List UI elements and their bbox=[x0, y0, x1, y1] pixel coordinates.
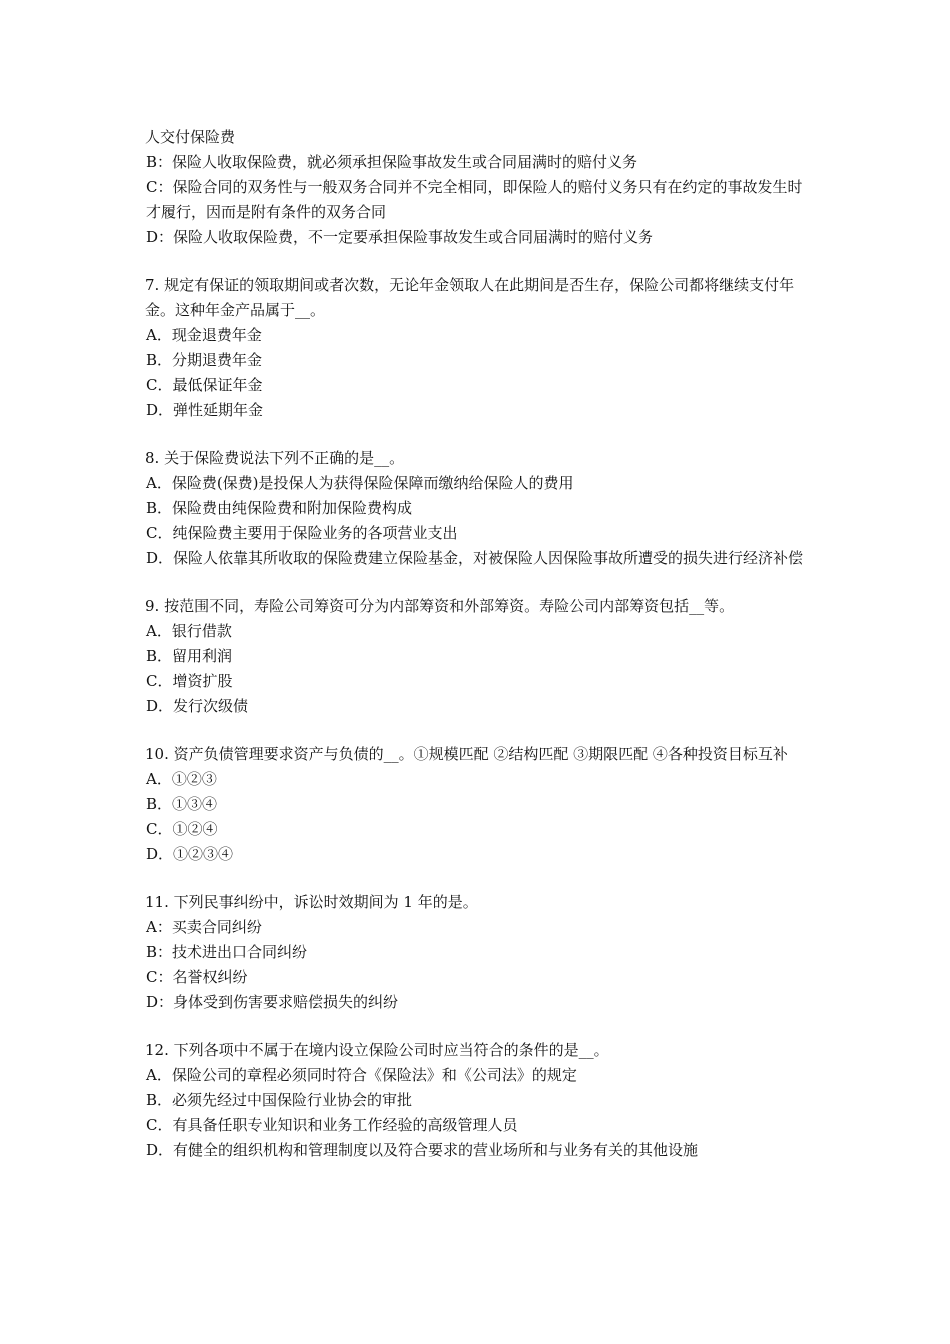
document-body bbox=[145, 125, 810, 1163]
spacer bbox=[145, 423, 810, 446]
spacer bbox=[145, 571, 810, 594]
question-7 bbox=[145, 273, 810, 423]
option-b: B．必须先经过中国保险行业协会的审批 bbox=[146, 1091, 413, 1109]
spacer bbox=[145, 1015, 810, 1038]
question-9 bbox=[145, 594, 810, 719]
question-stem-continuation: 人交付保险费 bbox=[145, 128, 236, 146]
question-11 bbox=[145, 890, 810, 1015]
question-stem: 9. 按范围不同，寿险公司筹资可分为内部筹资和外部筹资。寿险公司内部筹资包括__等。 bbox=[145, 597, 735, 615]
option-d: D：保险人收取保险费，不一定要承担保险事故发生或合同届满时的赔付义务 bbox=[146, 228, 654, 246]
question-12 bbox=[145, 1038, 810, 1163]
option-a: A．银行借款 bbox=[146, 622, 232, 640]
question-stem: 8. 关于保险费说法下列不正确的是__。 bbox=[145, 449, 405, 467]
spacer bbox=[145, 719, 810, 742]
option-b: B．留用利润 bbox=[146, 647, 233, 665]
option-d: D．①②③④ bbox=[146, 845, 234, 863]
option-d: D．弹性延期年金 bbox=[146, 401, 264, 419]
option-b: B：保险人收取保险费，就必须承担保险事故发生或合同届满时的赔付义务 bbox=[146, 153, 638, 171]
option-c: C．增资扩股 bbox=[146, 672, 233, 690]
option-d: D．有健全的组织机构和管理制度以及符合要求的营业场所和与业务有关的其他设施 bbox=[146, 1141, 699, 1159]
option-a: A．保险公司的章程必须同时符合《保险法》和《公司法》的规定 bbox=[146, 1066, 577, 1084]
option-b: B．①③④ bbox=[146, 795, 218, 813]
question-stem: 12. 下列各项中不属于在境内设立保险公司时应当符合的条件的是__。 bbox=[145, 1041, 609, 1059]
question-10 bbox=[145, 742, 810, 867]
question-stem: 11. 下列民事纠纷中，诉讼时效期间为 1 年的是。 bbox=[145, 893, 478, 911]
option-c: C．最低保证年金 bbox=[146, 376, 263, 394]
question-8 bbox=[145, 446, 810, 571]
spacer bbox=[145, 867, 810, 890]
option-b: B：技术进出口合同纠纷 bbox=[146, 943, 308, 961]
option-d: D．保险人依靠其所收取的保险费建立保险基金，对被保险人因保险事故所遭受的损失进行经济补偿 bbox=[146, 549, 804, 567]
option-c: C：保险合同的双务性与一般双务合同并不完全相同，即保险人的赔付义务只有在约定的事故发生时才履行，因而是附有条件的双务合同 bbox=[146, 178, 803, 221]
option-d: D：身体受到伤害要求赔偿损失的纠纷 bbox=[146, 993, 399, 1011]
option-c: C．有具备任职专业知识和业务工作经验的高级管理人员 bbox=[146, 1116, 518, 1134]
question-stem: 10. 资产负债管理要求资产与负债的__。①规模匹配 ②结构匹配 ③期限匹配 ④各种投资目标互补 bbox=[145, 745, 788, 763]
option-d: D．发行次级债 bbox=[146, 697, 249, 715]
option-a: A．保险费(保费)是投保人为获得保险保障而缴纳给保险人的费用 bbox=[146, 474, 574, 492]
option-c: C：名誉权纠纷 bbox=[146, 968, 248, 986]
option-b: B．分期退费年金 bbox=[146, 351, 263, 369]
question-stem: 7. 规定有保证的领取期间或者次数，无论年金领取人在此期间是否生存，保险公司都将继续支付年金。这种年金产品属于__。 bbox=[145, 276, 795, 319]
option-b: B．保险费由纯保险费和附加保险费构成 bbox=[146, 499, 413, 517]
option-a: A．现金退费年金 bbox=[146, 326, 262, 344]
option-c: C．①②④ bbox=[146, 820, 218, 838]
spacer bbox=[145, 250, 810, 273]
option-a: A：买卖合同纠纷 bbox=[146, 918, 262, 936]
previous-question-tail bbox=[145, 125, 810, 250]
option-c: C．纯保险费主要用于保险业务的各项营业支出 bbox=[146, 524, 458, 542]
option-a: A．①②③ bbox=[146, 770, 217, 788]
